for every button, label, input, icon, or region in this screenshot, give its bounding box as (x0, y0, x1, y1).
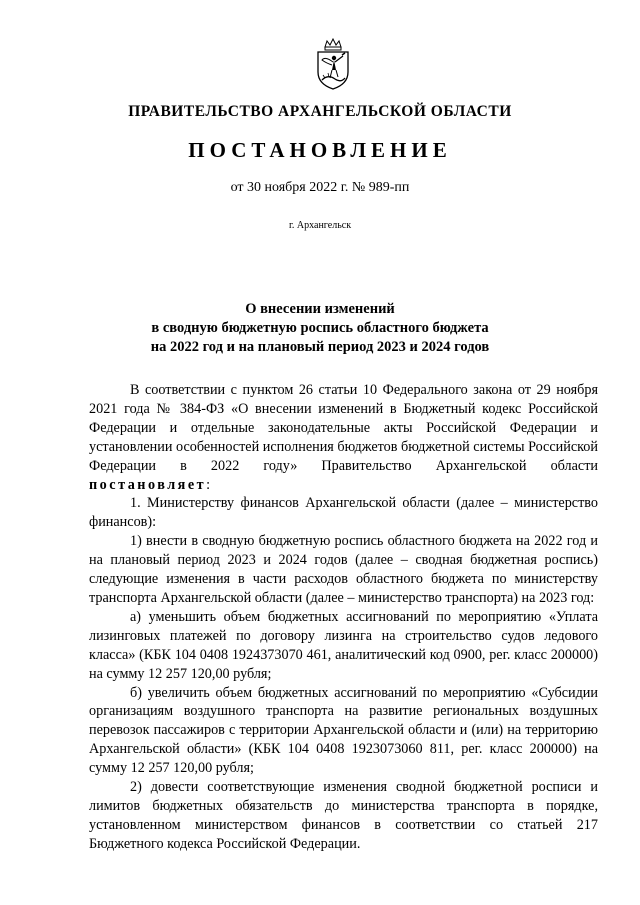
clause-1-1-a: а) уменьшить объем бюджетных ассигнований по мероприятию «Уплата лизинговых платежей по договору лизинга на строительство судов ледового класса» (КБК 104 0408 1924373070 461, аналитический код 0900, рег. класс 200000) на сумму 12 257 120,00 рубля; (89, 608, 598, 682)
document-type-heading: ПОСТАНОВЛЕНИЕ (188, 138, 452, 162)
clause-1: 1. Министерству финансов Архангельской области (далее – министерство финансов): (89, 495, 598, 531)
subject-line-3: на 2022 год и на плановый период 2023 и 2024 годов (150, 339, 490, 355)
clause-1-1-b: б) увеличить объем бюджетных ассигнований по мероприятию «Субсидии организациям воздушного транспорта на развитие региональных воздушных перевозок пассажиров с территории Архангельской области и (или) на территорию Архангельской области» (КБК 104 0408 1923073060 811, рег. класс 200000) на сумму 12 257 120,00 рубля; (89, 684, 598, 777)
subject-line-1: О внесении изменений (245, 301, 395, 317)
document-body (89, 381, 598, 854)
clause-1-2: 2) довести соответствующие изменения сводной бюджетной росписи и лимитов бюджетных обязательств до министерства транспорта в порядке, установленном министерством финансов в соответствии со статьей 217 Бюджетного кодекса Российской Федерации. (89, 779, 598, 852)
arkhangelsk-coat-of-arms-icon (313, 38, 353, 90)
preamble-paragraph (89, 381, 598, 494)
document-city: г. Архангельск (288, 220, 352, 231)
resolution-verb: постановляет (89, 476, 207, 493)
document-date-number: от 30 ноября 2022 г. № 989-пп (230, 180, 410, 195)
government-name: ПРАВИТЕЛЬСТВО АРХАНГЕЛЬСКОЙ ОБЛАСТИ (128, 103, 512, 120)
preamble-text: В соответствии с пунктом 26 статьи 10 Федерального закона от 29 ноября 2021 года № 384-ФЗ «О внесении изменений в Бюджетный кодекс Российской Федерации и отдельные законодательные акты Российской Федерации и установлении особенностей исполнения бюджетов бюджетной системы Российской Федерации в 2022 году» Правительство Архангельской области (89, 382, 598, 474)
preamble-colon: : (206, 476, 211, 493)
document-subject (0, 300, 640, 357)
subject-line-2: в сводную бюджетную роспись областного бюджета (151, 320, 489, 336)
clause-1-1: 1) внести в сводную бюджетную роспись областного бюджета на 2022 год и на плановый период 2023 и 2024 годов (далее – сводная бюджетная роспись) следующие изменения в части расходов областного бюджета по министерству транспорта Архангельской области (далее – министерство транспорта) на 2023 год: (89, 533, 598, 606)
